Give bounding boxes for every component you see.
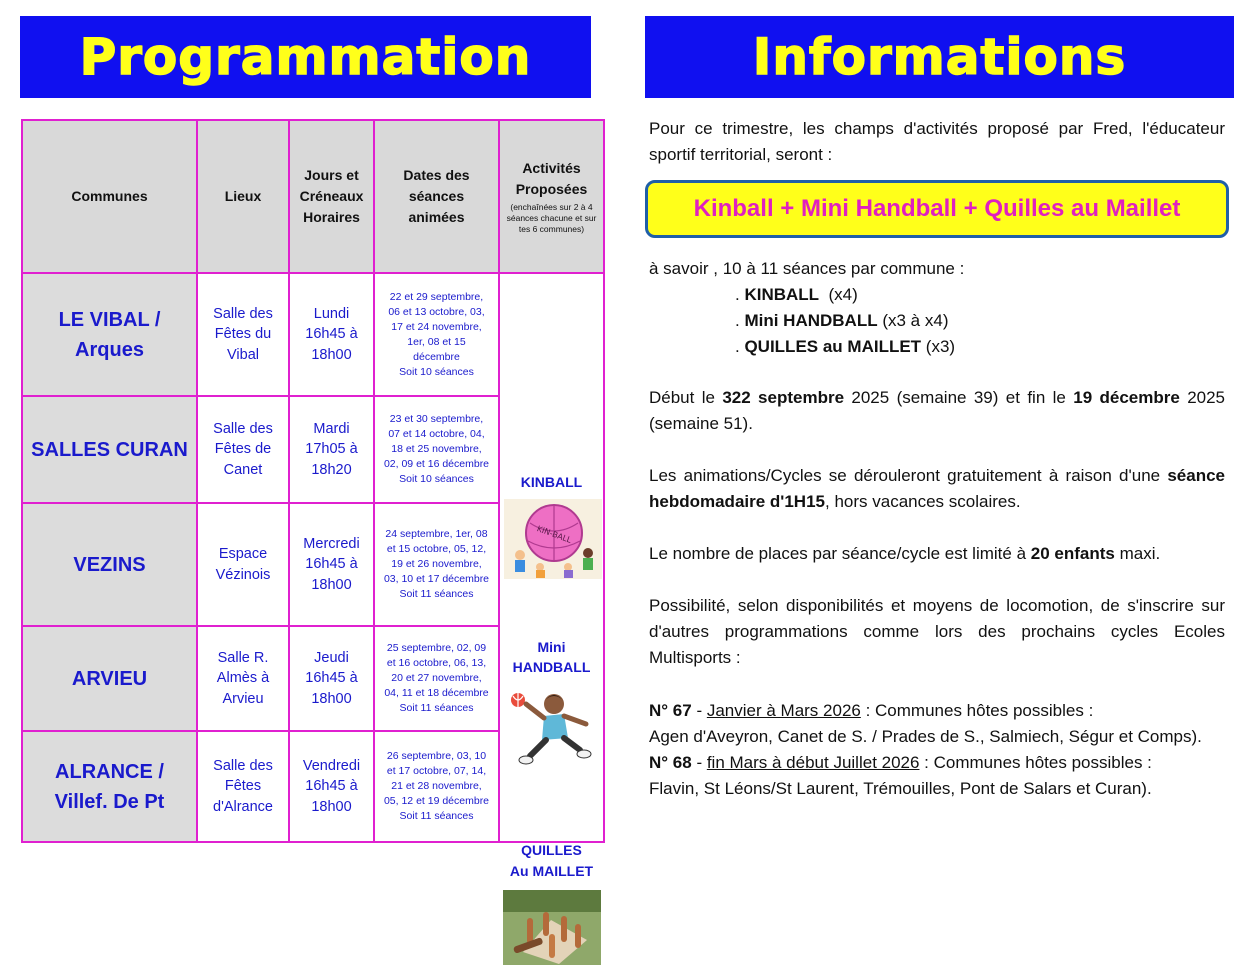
header-communes: Communes (22, 120, 197, 273)
dates-cell: 26 septembre, 03, 10 et 17 octobre, 07, 14, 21 et 28 novembre, 05, 12 et 19 décembre Soit 11 séances (374, 731, 499, 842)
list-item: . KINBALL (x4) (735, 285, 858, 304)
activities-highlight-box (645, 180, 1229, 238)
info-possibilite-paragraph: Possibilité, selon disponibilités et moyens de locomotion, de s'inscrire sur d'autres programmations comme lors des prochains cycles Ecoles Multisports : (649, 596, 1225, 667)
jours-cell: Jeudi 16h45 à 18h00 (289, 626, 374, 731)
dates-cell: 24 septembre, 1er, 08 et 15 octobre, 05, 12, 19 et 26 novembre, 03, 10 et 17 décembre Soit 11 séances (374, 503, 499, 626)
dates-cell: 22 et 29 septembre, 06 et 13 octobre, 03, 17 et 24 novembre, 1er, 08 et 15 décembre Soit 10 séances (374, 273, 499, 396)
activities-note: (enchaînées sur 2 à 4 séances chacune et sur tes 6 communes) (506, 202, 597, 234)
info-savoir: à savoir , 10 à 11 séances par commune : (649, 259, 965, 278)
kinball-illustration (504, 499, 602, 579)
header-dates: Dates des séances animées (374, 120, 499, 273)
jours-cell: Mardi 17h05 à 18h20 (289, 396, 374, 503)
informations-banner (645, 16, 1234, 98)
info-places-paragraph: Le nombre de places par séance/cycle est limité à 20 enfants maxi. (649, 544, 1161, 563)
commune-cell: VEZINS (22, 503, 197, 626)
svg-text:KIN-BALL: KIN-BALL (535, 524, 573, 545)
kinball-label: KINBALL (520, 474, 583, 490)
lieu-cell: Salle des Fêtes du Vibal (197, 273, 289, 396)
dates-cell: 23 et 30 septembre, 07 et 14 octobre, 04, 18 et 25 novembre, 02, 09 et 16 décembre Soit 10 séances (374, 396, 499, 503)
activity-bullet-list (735, 282, 955, 360)
handball-player-illustration (504, 684, 602, 766)
jours-cell: Mercredi 16h45 à 18h00 (289, 503, 374, 626)
quilles-label-1: QUILLES (521, 842, 582, 858)
info-intro: Pour ce trimestre, les champs d'activités proposé par Fred, l'éducateur sportif territorial, seront : (649, 119, 1225, 164)
list-item: . Mini HANDBALL (x3 à x4) (735, 311, 949, 330)
programmation-title: Programmation (79, 28, 532, 86)
info-dates-paragraph: Début le 322 septembre 2025 (semaine 39) et fin le 19 décembre 2025 (semaine 51). (649, 388, 1226, 433)
header-jours: Jours et Créneaux Horaires (289, 120, 374, 273)
lieu-cell: Espace Vézinois (197, 503, 289, 626)
commune-cell: SALLES CURAN (22, 396, 197, 503)
commune-cell: ALRANCE / Villef. De Pt (22, 731, 197, 842)
commune-cell: LE VIBAL / Arques (22, 273, 197, 396)
table-header-row (22, 120, 604, 273)
jours-cell: Lundi 16h45 à 18h00 (289, 273, 374, 396)
activities-cell (499, 273, 604, 879)
programmation-banner (20, 16, 591, 98)
info-animations-paragraph: Les animations/Cycles se dérouleront gratuitement à raison d'une séance hebdomadaire d'1H15, hors vacances scolaires. (649, 466, 1225, 511)
commune-cell: ARVIEU (22, 626, 197, 731)
lieu-cell: Salle des Fêtes d'Alrance (197, 731, 289, 842)
quilles-label-2: Au MAILLET (509, 863, 594, 879)
dates-cell: 25 septembre, 02, 09 et 16 octobre, 06, 13, 20 et 27 novembre, 04, 11 et 18 décembre Soit 11 séances (374, 626, 499, 731)
table-row (22, 273, 604, 396)
jours-cell: Vendredi 16h45 à 18h00 (289, 731, 374, 842)
lieu-cell: Salle des Fêtes de Canet (197, 396, 289, 503)
activities-highlight-text: Kinball + Mini Handball + Quilles au Maillet (693, 195, 1181, 222)
list-item: . QUILLES au MAILLET (x3) (735, 337, 956, 356)
handball-label-2: HANDBALL (512, 659, 591, 675)
programme-table (21, 119, 605, 879)
quilles-illustration (503, 890, 601, 965)
handball-label-1: Mini (537, 639, 566, 655)
header-activites: Activités Proposées (enchaînées sur 2 à 4 séances chacune et sur tes 6 communes) (499, 120, 604, 273)
header-lieux: Lieux (197, 120, 289, 273)
lieu-cell: Salle R. Almès à Arvieu (197, 626, 289, 731)
info-programmes-paragraph: N° 67 - Janvier à Mars 2026 : Communes hôtes possibles : Agen d'Aveyron, Canet de S. / Prades de S., Salmiech, Ségur et Comps). N° 68 - fin Mars à début Juillet 2026 : Communes hôtes possibles : Flavin, St Léons/St Laurent, Trémouilles, Pont de Salars et Curan). (649, 701, 1202, 798)
informations-title: Informations (752, 28, 1127, 86)
